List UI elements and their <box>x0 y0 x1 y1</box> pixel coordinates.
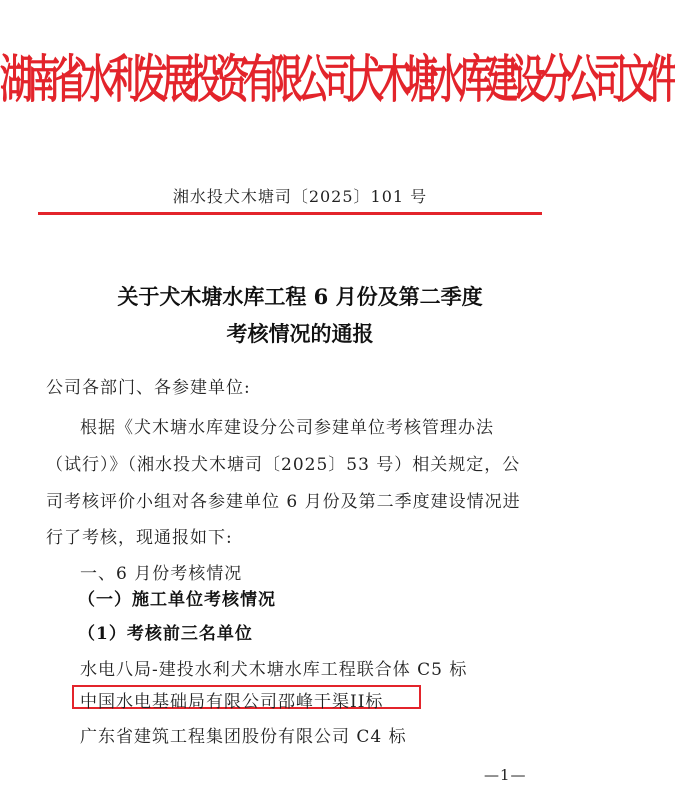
notice-title-line-1: 关于犬木塘水库工程 6 月份及第二季度 <box>117 284 483 309</box>
red-divider-line <box>38 212 542 215</box>
body-line: 司考核评价小组对各参建单位 6 月份及第二季度建设情况进 <box>46 492 521 512</box>
ranking-item-1: 水电八局-建投水利犬木塘水库工程联合体 C5 标 <box>80 660 468 680</box>
document-header-title: 湖南省水利发展投资有限公司犬木塘水库建设分公司文件 <box>0 48 675 110</box>
ranking-item-3: 广东省建筑工程集团股份有限公司 C4 标 <box>80 727 407 747</box>
notice-title-line-2: 考核情况的通报 <box>226 321 374 346</box>
section-heading: 一、6 月份考核情况 <box>80 564 243 584</box>
page-number: —1— <box>484 766 527 784</box>
ranking-item-2: 中国水电基础局有限公司邵峰干渠II标 <box>80 692 384 712</box>
body-line: 行了考核，现通报如下: <box>46 528 233 548</box>
body-line: （试行）》（湘水投犬木塘司〔2025〕53 号）相关规定，公 <box>46 455 521 475</box>
addressee: 公司各部门、各参建单位: <box>46 378 251 398</box>
item-heading: （1）考核前三名单位 <box>78 624 253 644</box>
subsection-heading: （一）施工单位考核情况 <box>78 590 276 610</box>
body-line: 根据《犬木塘水库建设分公司参建单位考核管理办法 <box>80 418 494 438</box>
document-number: 湘水投犬木塘司〔2025〕101 号 <box>172 187 428 206</box>
